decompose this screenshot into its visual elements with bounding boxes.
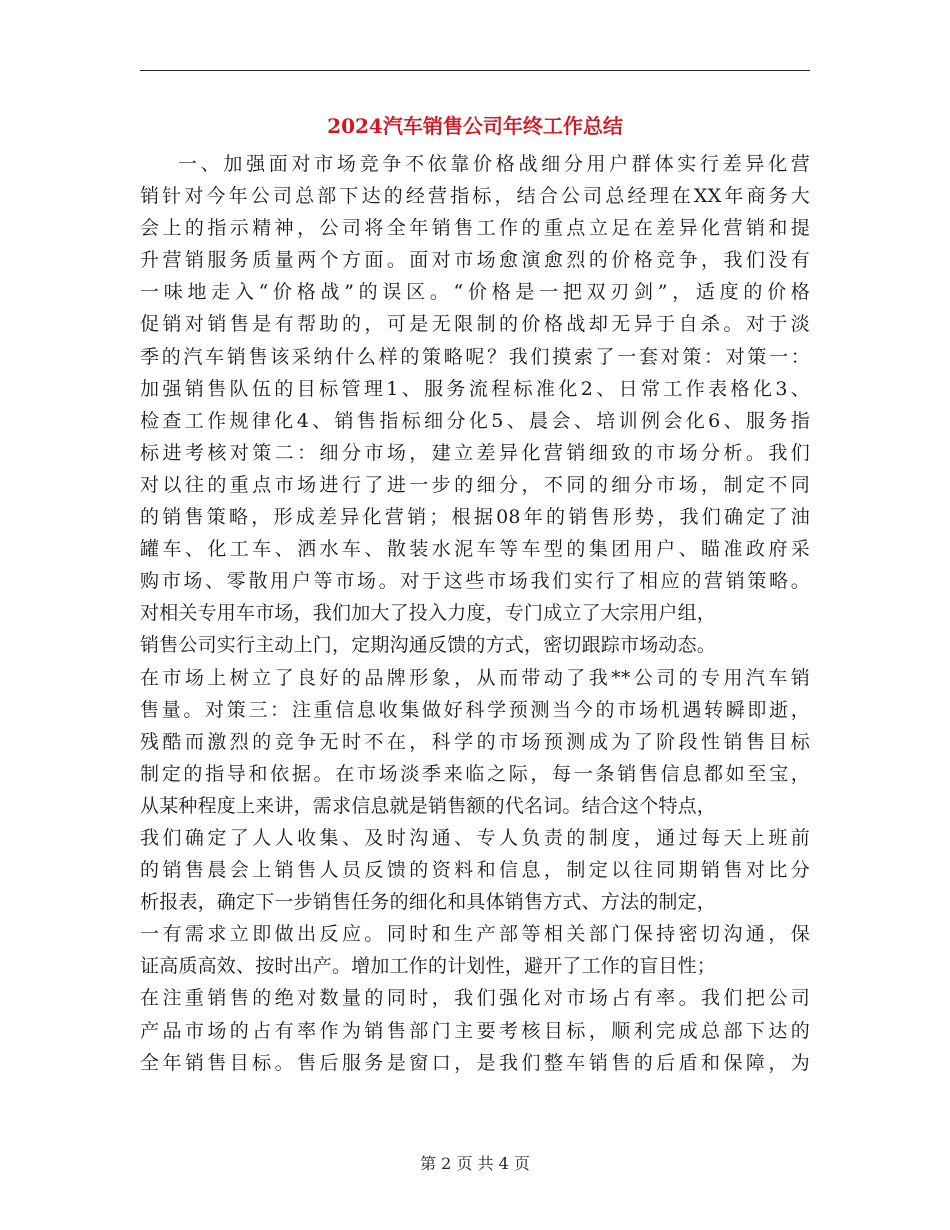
- paragraph-line: 的销售策略，形成差异化营销；根据08年的销售形势，我们确定了油: [140, 506, 810, 529]
- paragraph-line: 一有需求立即做出反应。同时和生产部等相关部门保持密切沟通，保: [140, 923, 810, 946]
- paragraph-line: 制定的指导和依据。在市场淡季来临之际，每一条销售信息都如至宝，: [140, 762, 810, 785]
- paragraph-line: 一、加强面对市场竞争不依靠价格战细分用户群体实行差异化营: [178, 153, 810, 175]
- paragraph-line: 季的汽车销售该采纳什么样的策略呢？我们摸索了一套对策：对策一：: [140, 345, 810, 368]
- paragraph-line: 全年销售目标。售后服务是窗口，是我们整车销售的后盾和保障，为: [140, 1051, 810, 1074]
- paragraph-line: 我们确定了人人收集、及时沟通、专人负责的制度，通过每天上班前: [140, 826, 810, 849]
- paragraph-line: 销针对今年公司总部下达的经营指标，结合公司总经理在XX年商务大: [140, 185, 810, 208]
- paragraph-line: 罐车、化工车、洒水车、散装水泥车等车型的集团用户、瞄准政府采: [140, 538, 810, 561]
- paragraph-line: 对以往的重点市场进行了进一步的细分，不同的细分市场，制定不同: [140, 473, 810, 496]
- paragraph-line: 加强销售队伍的目标管理1、服务流程标准化2、日常工作表格化3、: [140, 377, 810, 400]
- paragraph-line: 析报表，确定下一步销售任务的细化和具体销售方式、方法的制定，: [140, 891, 717, 914]
- paragraph-line: 销售公司实行主动上门，定期沟通反馈的方式，密切跟踪市场动态。: [140, 634, 717, 657]
- paragraph-line: 促销对销售是有帮助的，可是无限制的价格战却无异于自杀。对于淡: [140, 313, 810, 336]
- paragraph-line: 升营销服务质量两个方面。面对市场愈演愈烈的价格竞争，我们没有: [140, 249, 810, 272]
- document-body: [140, 148, 810, 1079]
- paragraph-line: 购市场、零散用户等市场。对于这些市场我们实行了相应的营销策略。: [140, 570, 810, 593]
- paragraph-line: 的销售晨会上销售人员反馈的资料和信息，制定以往同期销售对比分: [140, 859, 810, 882]
- paragraph-line: 残酷而激烈的竞争无时不在，科学的市场预测成为了阶段性销售目标: [140, 730, 810, 753]
- paragraph-line: 在注重销售的绝对数量的同时，我们强化对市场占有率。我们把公司: [140, 987, 810, 1010]
- paragraph-line: 产品市场的占有率作为销售部门主要考核目标，顺利完成总部下达的: [140, 1019, 810, 1042]
- paragraph-line: 检查工作规律化4、销售指标细分化5、晨会、培训例会化6、服务指: [140, 409, 810, 432]
- paragraph-line: 售量。对策三：注重信息收集做好科学预测当今的市场机遇转瞬即逝，: [140, 698, 810, 721]
- header-rule: [140, 70, 810, 71]
- paragraph-line: 对相关专用车市场，我们加大了投入力度，专门成立了大宗用户组，: [140, 602, 717, 625]
- paragraph-line: 从某种程度上来讲，需求信息就是销售额的代名词。结合这个特点，: [140, 794, 717, 817]
- paragraph-line: 标进考核对策二：细分市场，建立差异化营销细致的市场分析。我们: [140, 441, 810, 464]
- page-footer: 第 2 页 共 4 页: [420, 1154, 530, 1173]
- paragraph-line: 在市场上树立了良好的品牌形象，从而带动了我**公司的专用汽车销: [140, 666, 810, 689]
- paragraph-line: 证高质高效、按时出产。增加工作的计划性，避开了工作的盲目性；: [140, 955, 717, 978]
- paragraph-line: 会上的指示精神，公司将全年销售工作的重点立足在差异化营销和提: [140, 217, 810, 240]
- paragraph-line: 一味地走入“价格战”的误区。“价格是一把双刃剑”，适度的价格: [140, 281, 810, 304]
- document-title: 2024汽车销售公司年终工作总结: [327, 114, 623, 138]
